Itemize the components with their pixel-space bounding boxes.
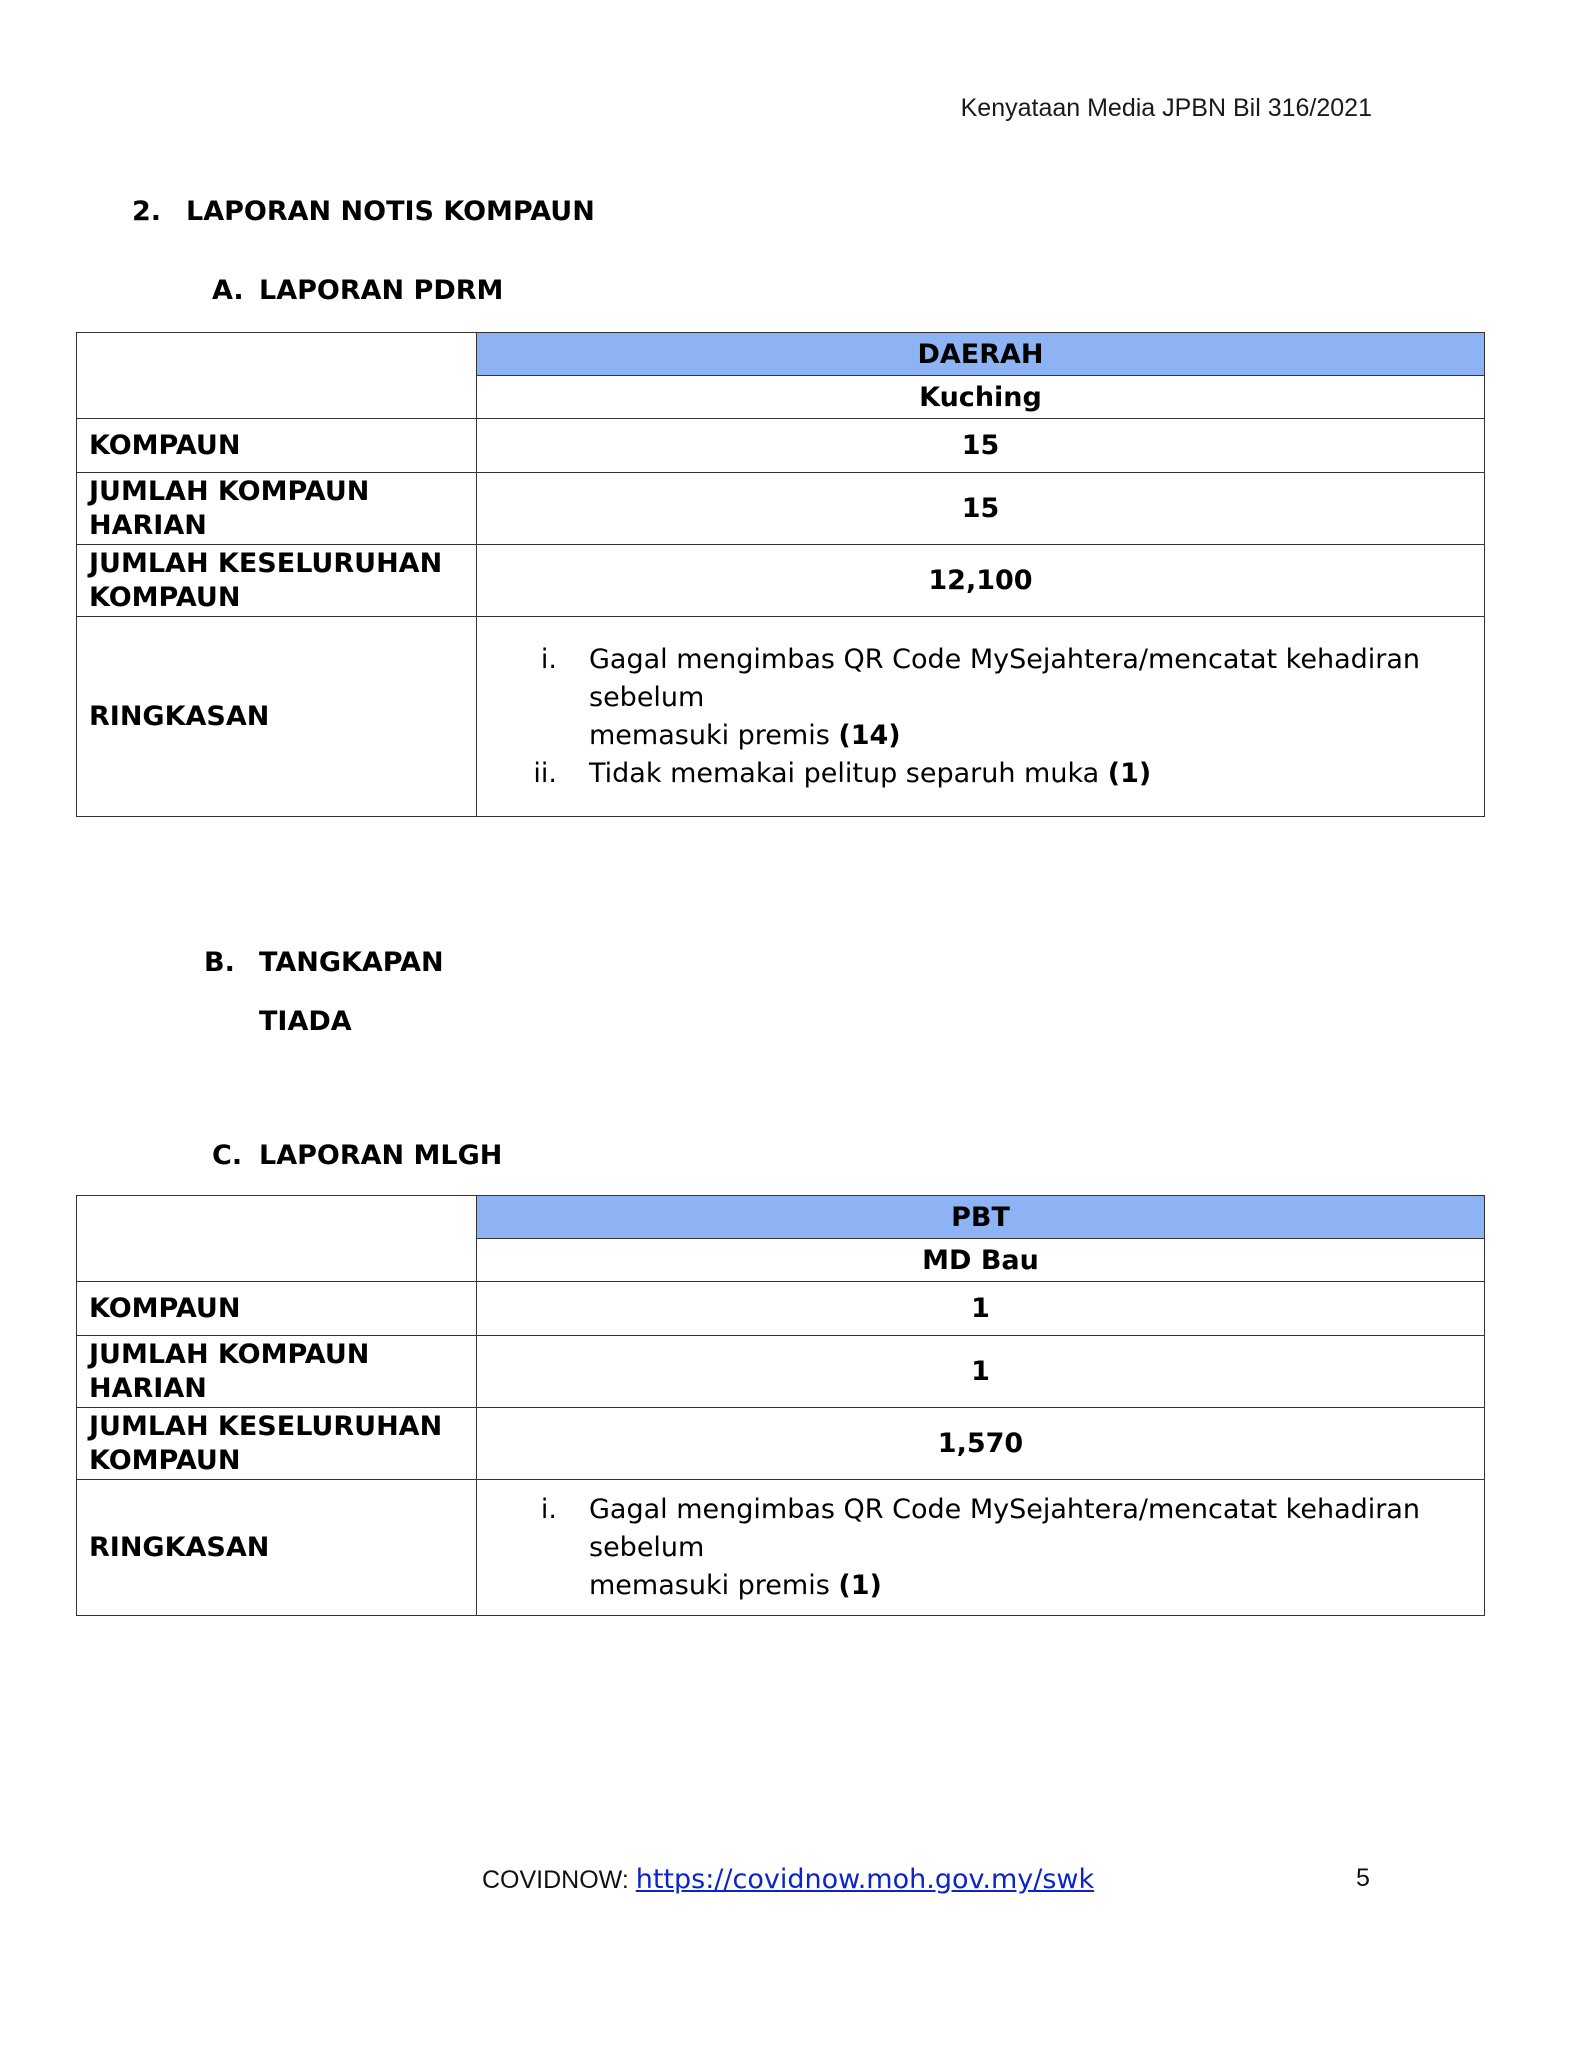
list-numeral: i. <box>540 643 557 675</box>
list-item <box>477 1491 1484 1605</box>
row-value-kompaun: 15 <box>477 419 1485 473</box>
list-count: (1) <box>838 1569 882 1601</box>
list-numeral: ii. <box>533 757 557 789</box>
section-title: LAPORAN NOTIS KOMPAUN <box>186 196 595 227</box>
row-value-jumlah-keseluruhan-kompaun: 12,100 <box>477 545 1485 617</box>
mlgh-district-header: MD Bau <box>477 1239 1485 1282</box>
section-number: 2. <box>132 196 162 227</box>
row-label-jumlah-keseluruhan-kompaun <box>77 545 477 617</box>
pdrm-letter: A. <box>212 275 244 306</box>
row-value-jumlah-kompaun-harian: 15 <box>477 473 1485 545</box>
row-label-jumlah-keseluruhan-kompaun <box>77 1408 477 1480</box>
mlgh-letter: C. <box>212 1140 243 1171</box>
list-text: memasuki premis <box>589 719 830 751</box>
pdrm-group-header: DAERAH <box>477 333 1485 376</box>
list-text: memasuki premis <box>589 1569 830 1601</box>
row-value-kompaun: 1 <box>477 1282 1485 1336</box>
section-heading <box>132 196 595 227</box>
row-label-line: JUMLAH KOMPAUN <box>89 1338 370 1370</box>
row-label-ringkasan: RINGKASAN <box>77 1480 477 1616</box>
summary-cell <box>477 1480 1485 1616</box>
row-value-jumlah-keseluruhan-kompaun: 1,570 <box>477 1408 1485 1480</box>
list-item <box>477 641 1484 755</box>
summary-cell <box>477 617 1485 817</box>
page-number: 5 <box>1356 1864 1370 1892</box>
row-label-line: JUMLAH KESELURUHAN <box>89 1410 443 1442</box>
pdrm-title: LAPORAN PDRM <box>259 275 504 306</box>
list-numeral: i. <box>540 1493 557 1525</box>
list-count: (1) <box>1107 757 1152 789</box>
mlgh-empty-corner <box>77 1196 477 1282</box>
table-row <box>77 473 1485 545</box>
table-row <box>77 617 1485 817</box>
tangkapan-letter: B. <box>204 947 235 978</box>
list-text: Gagal mengimbas QR Code MySejahtera/mencatat kehadiran sebelum <box>589 643 1421 713</box>
list-item <box>477 755 1484 793</box>
mlgh-title: LAPORAN MLGH <box>259 1140 503 1171</box>
summary-list <box>477 641 1484 793</box>
covidnow-line <box>482 1864 1094 1895</box>
row-label-line: HARIAN <box>89 1372 207 1404</box>
tangkapan-value: TIADA <box>259 1006 352 1037</box>
list-text: Gagal mengimbas QR Code MySejahtera/mencatat kehadiran sebelum <box>589 1493 1421 1563</box>
row-label-line: JUMLAH KESELURUHAN <box>89 547 443 579</box>
table-row <box>77 1336 1485 1408</box>
row-label-line: HARIAN <box>89 509 207 541</box>
summary-list <box>477 1491 1484 1605</box>
row-label-jumlah-kompaun-harian <box>77 1336 477 1408</box>
row-label-ringkasan: RINGKASAN <box>77 617 477 817</box>
pdrm-heading <box>212 275 503 306</box>
tangkapan-heading <box>204 947 444 978</box>
row-label-jumlah-kompaun-harian <box>77 473 477 545</box>
mlgh-group-header: PBT <box>477 1196 1485 1239</box>
mlgh-heading <box>212 1140 502 1171</box>
pdrm-district-header: Kuching <box>477 376 1485 419</box>
table-row <box>77 1480 1485 1616</box>
table-row <box>77 1408 1485 1480</box>
row-value-jumlah-kompaun-harian: 1 <box>477 1336 1485 1408</box>
list-text: Tidak memakai pelitup separuh muka <box>589 757 1100 789</box>
row-label-line: KOMPAUN <box>89 1444 241 1476</box>
covidnow-link[interactable]: https://covidnow.moh.gov.my/swk <box>635 1864 1095 1895</box>
media-statement-reference: Kenyataan Media JPBN Bil 316/2021 <box>960 94 1372 122</box>
pdrm-empty-corner <box>77 333 477 419</box>
table-row <box>77 419 1485 473</box>
row-label-line: JUMLAH KOMPAUN <box>89 475 370 507</box>
tangkapan-title: TANGKAPAN <box>259 947 444 978</box>
mlgh-table <box>76 1195 1485 1616</box>
table-row <box>77 545 1485 617</box>
row-label-kompaun: KOMPAUN <box>77 419 477 473</box>
list-count: (14) <box>838 719 901 751</box>
table-row <box>77 1282 1485 1336</box>
pdrm-table <box>76 332 1485 817</box>
row-label-line: KOMPAUN <box>89 581 241 613</box>
covidnow-prefix: COVIDNOW: <box>482 1866 636 1894</box>
row-label-kompaun: KOMPAUN <box>77 1282 477 1336</box>
